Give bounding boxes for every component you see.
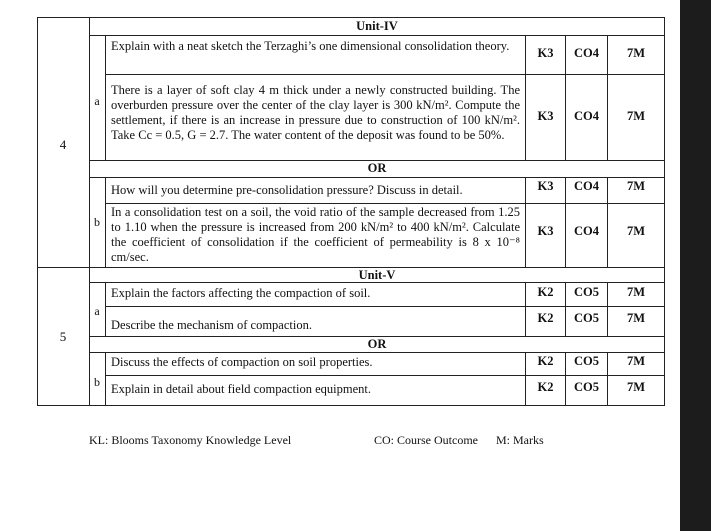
page-edge-shadow bbox=[680, 0, 711, 531]
knowledge-level: K3 bbox=[537, 224, 554, 238]
course-outcome: CO5 bbox=[574, 354, 599, 368]
marks: 7M bbox=[626, 354, 646, 368]
question-text: Explain the factors affecting the compaction of soil. bbox=[111, 286, 371, 300]
course-outcome: CO4 bbox=[574, 46, 599, 60]
course-outcome: CO4 bbox=[574, 109, 599, 123]
course-outcome: CO4 bbox=[574, 224, 599, 238]
table-border-bottom bbox=[37, 405, 665, 406]
footer-co-legend: CO: Course Outcome bbox=[374, 433, 478, 447]
knowledge-level: K2 bbox=[537, 354, 554, 368]
marks: 7M bbox=[626, 285, 646, 299]
marks: 7M bbox=[626, 46, 646, 60]
unit-heading: Unit-V bbox=[358, 268, 396, 282]
course-outcome: CO4 bbox=[574, 179, 599, 193]
table-line bbox=[105, 35, 106, 160]
unit-heading: Unit-IV bbox=[356, 19, 398, 33]
course-outcome: CO5 bbox=[574, 311, 599, 325]
knowledge-level: K2 bbox=[537, 285, 554, 299]
part-label: b bbox=[94, 215, 100, 229]
question-text: There is a layer of soft clay 4 m thick under a newly constructed building. The overburden pressure over the center of the clay layer is 300 kN/m². Compute the settlement, if there is an increase in pressure due to construction of 100 kN/m². Take Cc = 0.5, G = 2.7. The water content of the deposit was found to be 50%. bbox=[111, 83, 520, 142]
table-line bbox=[105, 203, 665, 204]
knowledge-level: K3 bbox=[537, 109, 554, 123]
table-line bbox=[105, 74, 665, 75]
marks: 7M bbox=[626, 380, 646, 394]
table-line bbox=[89, 352, 665, 353]
question-text: In a consolidation test on a soil, the void ratio of the sample decreased from 1.25 to 1.10 when the pressure is increased from 200 kN/m² to 400 kN/m². Calculate the coefficient of consolidation if the coefficient of permeability is 8 x 10⁻⁸ cm/sec. bbox=[111, 205, 520, 264]
table-line bbox=[89, 177, 665, 178]
table-border-top bbox=[37, 17, 665, 18]
part-label: a bbox=[94, 304, 100, 318]
question-text: Explain with a neat sketch the Terzaghi’s one dimensional consolidation theory. bbox=[111, 39, 510, 53]
question-text: Explain in detail about field compaction equipment. bbox=[111, 382, 371, 396]
part-label: b bbox=[94, 375, 100, 389]
knowledge-level: K2 bbox=[537, 311, 554, 325]
or-separator: OR bbox=[367, 161, 387, 175]
knowledge-level: K2 bbox=[537, 380, 554, 394]
question-text: How will you determine pre-consolidation pressure? Discuss in detail. bbox=[111, 183, 463, 197]
question-text: Describe the mechanism of compaction. bbox=[111, 318, 312, 332]
part-label: a bbox=[94, 94, 100, 108]
marks: 7M bbox=[626, 311, 646, 325]
table-line bbox=[105, 177, 106, 267]
marks: 7M bbox=[626, 109, 646, 123]
table-line bbox=[105, 282, 106, 336]
table-line bbox=[105, 352, 106, 406]
knowledge-level: K3 bbox=[537, 46, 554, 60]
marks: 7M bbox=[626, 179, 646, 193]
table-border-left bbox=[37, 17, 38, 406]
question-number: 4 bbox=[59, 137, 67, 152]
marks: 7M bbox=[626, 224, 646, 238]
or-separator: OR bbox=[367, 337, 387, 351]
course-outcome: CO5 bbox=[574, 380, 599, 394]
table-line bbox=[105, 375, 665, 376]
question-text: Discuss the effects of compaction on soil properties. bbox=[111, 355, 373, 369]
footer-kl-legend: KL: Blooms Taxonomy Knowledge Level bbox=[89, 433, 292, 447]
knowledge-level: K3 bbox=[537, 179, 554, 193]
question-number: 5 bbox=[59, 329, 67, 344]
table-line bbox=[105, 306, 665, 307]
table-line bbox=[89, 35, 665, 36]
course-outcome: CO5 bbox=[574, 285, 599, 299]
footer-marks-legend: M: Marks bbox=[496, 433, 544, 447]
